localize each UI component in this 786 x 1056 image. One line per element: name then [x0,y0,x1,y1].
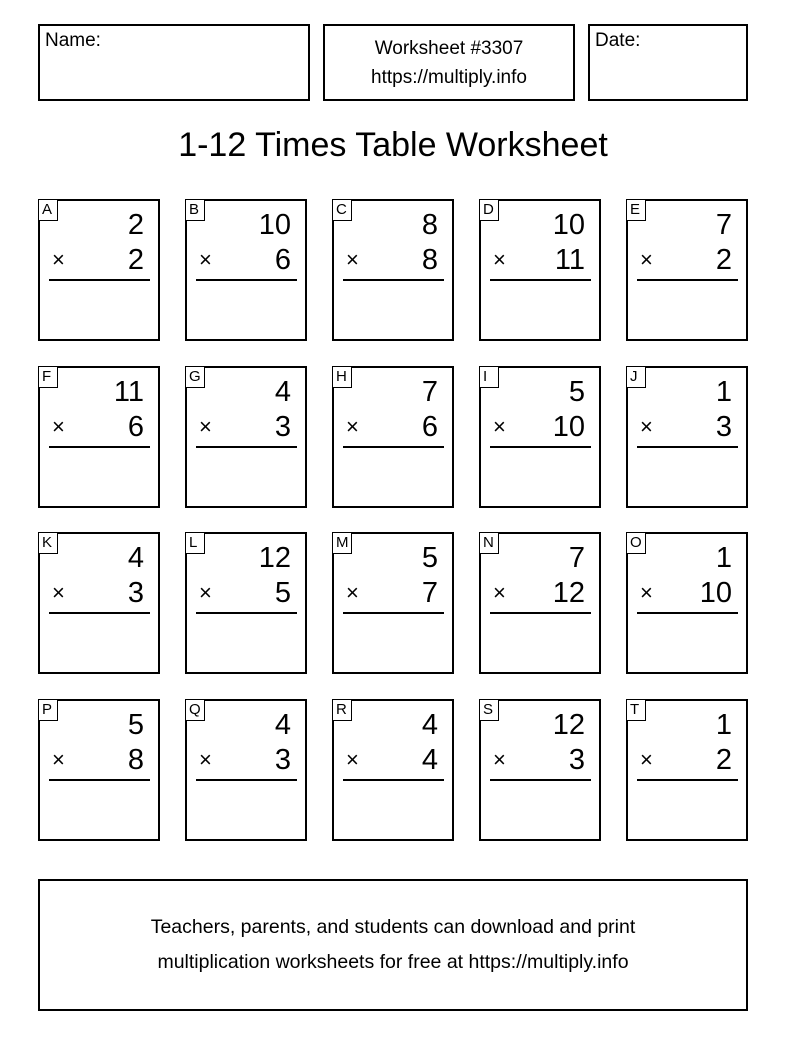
times-sign: × [199,580,212,605]
problem-letter: N [479,532,499,554]
problem-card [185,532,307,674]
multiplier: 11 [554,244,585,276]
problem-card [185,366,307,508]
problem-letter: S [479,699,499,721]
multiplicand: 10 [552,209,585,241]
problem-letter: T [626,699,646,721]
problem-letter: M [332,532,352,554]
answer-line [490,779,591,781]
answer-line [49,612,150,614]
times-sign: × [640,247,653,272]
problem-letter: P [38,699,58,721]
answer-line [343,779,444,781]
multiplicand: 7 [568,542,585,574]
multiplier: 7 [421,577,438,609]
problem-letter: B [185,199,205,221]
problem-letter: L [185,532,205,554]
answer-line [343,612,444,614]
problem-card [479,532,601,674]
multiplier: 6 [421,411,438,443]
multiplicand: 7 [715,209,732,241]
page-title: 1-12 Times Table Worksheet [178,126,608,164]
multiplier: 3 [274,411,291,443]
multiplicand: 8 [421,209,438,241]
multiplier: 5 [274,577,291,609]
multiplier: 6 [274,244,291,276]
problem-card [479,199,601,341]
footer-line-1: Teachers, parents, and students can download and print [150,916,636,938]
problem-letter: D [479,199,499,221]
answer-line [49,446,150,448]
multiplier: 3 [715,411,732,443]
multiplier: 6 [127,411,144,443]
problem-letter: Q [185,699,205,721]
problem-card [185,199,307,341]
footer-line-2: multiplication worksheets for free at https://multiply.info [157,951,629,973]
times-sign: × [52,747,65,772]
multiplicand: 4 [274,709,291,741]
multiplier: 2 [715,244,732,276]
multiplicand: 5 [127,709,144,741]
multiplicand: 1 [715,376,732,408]
answer-line [637,612,738,614]
answer-line [637,279,738,281]
times-sign: × [346,580,359,605]
times-sign: × [199,414,212,439]
times-sign: × [199,247,212,272]
multiplier: 8 [421,244,438,276]
problem-card [479,366,601,508]
multiplier: 10 [699,577,732,609]
times-sign: × [493,414,506,439]
times-sign: × [346,747,359,772]
problem-card [332,199,454,341]
multiplicand: 5 [568,376,585,408]
answer-line [490,446,591,448]
answer-line [490,279,591,281]
multiplicand: 5 [421,542,438,574]
times-sign: × [52,247,65,272]
multiplier: 3 [127,577,144,609]
problem-card [626,366,748,508]
times-sign: × [493,580,506,605]
answer-line [49,279,150,281]
multiplicand: 7 [421,376,438,408]
multiplier: 12 [552,577,585,609]
times-sign: × [346,414,359,439]
problem-card [38,199,160,341]
problem-card [626,699,748,841]
multiplier: 2 [127,244,144,276]
multiplicand: 4 [274,376,291,408]
multiplier: 3 [274,744,291,776]
multiplicand: 1 [715,709,732,741]
multiplicand: 4 [127,542,144,574]
multiplier: 4 [421,744,438,776]
multiplicand: 12 [552,709,585,741]
times-sign: × [346,247,359,272]
problem-letter: F [38,366,58,388]
multiplier: 2 [715,744,732,776]
problem-letter: R [332,699,352,721]
multiplicand: 12 [258,542,291,574]
problem-card [38,699,160,841]
times-sign: × [493,247,506,272]
problem-card [38,532,160,674]
problem-card [626,532,748,674]
answer-line [343,279,444,281]
answer-line [196,446,297,448]
multiplier: 10 [552,411,585,443]
problem-letter: A [38,199,58,221]
multiplier: 8 [127,744,144,776]
problem-letter: K [38,532,58,554]
worksheet-id: Worksheet #3307 [374,37,524,59]
times-sign: × [640,414,653,439]
times-sign: × [640,580,653,605]
answer-line [49,779,150,781]
problem-letter: O [626,532,646,554]
multiplicand: 2 [127,209,144,241]
times-sign: × [493,747,506,772]
multiplicand: 11 [113,376,144,408]
answer-line [196,779,297,781]
footer-box [38,879,748,1011]
problem-letter: H [332,366,352,388]
problem-card [479,699,601,841]
site-url: https://multiply.info [371,66,527,88]
problem-card [332,532,454,674]
name-label: Name: [45,30,101,51]
worksheet-info-box [323,24,575,101]
answer-line [637,446,738,448]
problem-letter: I [479,366,499,388]
problem-card [332,366,454,508]
multiplicand: 1 [715,542,732,574]
multiplier: 3 [568,744,585,776]
times-sign: × [52,580,65,605]
problem-card [38,366,160,508]
answer-line [196,612,297,614]
multiplicand: 10 [258,209,291,241]
answer-line [490,612,591,614]
name-box [38,24,310,101]
answer-line [343,446,444,448]
problem-letter: C [332,199,352,221]
answer-line [637,779,738,781]
times-sign: × [52,414,65,439]
date-label: Date: [595,30,641,51]
problem-card [185,699,307,841]
problem-letter: J [626,366,646,388]
multiplicand: 4 [421,709,438,741]
answer-line [196,279,297,281]
date-box [588,24,748,101]
problem-card [626,199,748,341]
problem-letter: E [626,199,646,221]
problem-card [332,699,454,841]
problem-letter: G [185,366,205,388]
times-sign: × [640,747,653,772]
times-sign: × [199,747,212,772]
